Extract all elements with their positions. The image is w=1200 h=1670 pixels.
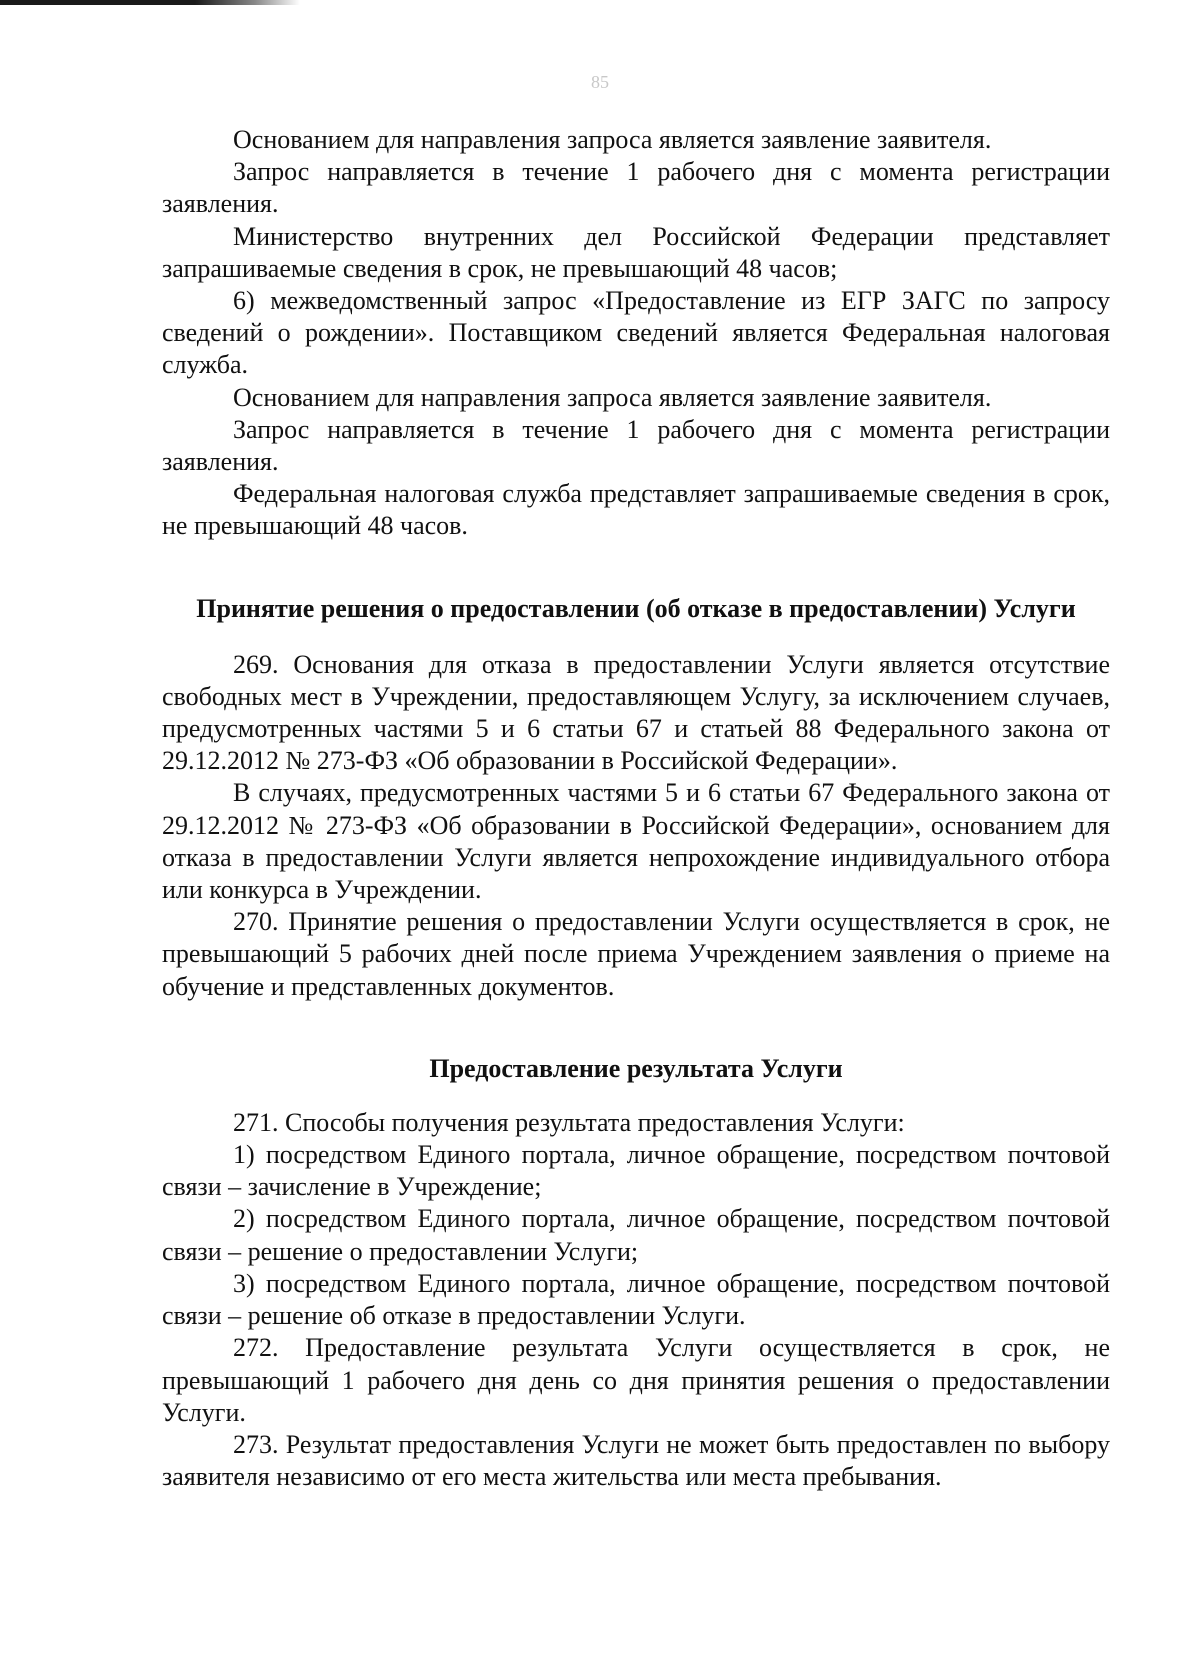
paragraph-271-item-1: 1) посредством Единого портала, личное обращение, посредством почтовой связи – зачисление в Учреждение; <box>162 1140 1110 1202</box>
page-number: 85 <box>591 72 609 92</box>
paragraph-deadline-1: Запрос направляется в течение 1 рабочего дня с момента регистрации заявления. <box>162 157 1110 219</box>
paragraph-273: 273. Результат предоставления Услуги не может быть предоставлен по выбору заявителя независимо от его места жительства или места пребывания. <box>162 1429 1110 1492</box>
paragraph-basis-2: Основанием для направления запроса является заявление заявителя. <box>233 382 992 412</box>
document-body <box>162 124 1110 1493</box>
paragraph-fns: Федеральная налоговая служба представляет запрашиваемые сведения в срок, не превышающий 48 часов. <box>162 479 1110 541</box>
paragraph-271: 271. Способы получения результата предоставления Услуги: <box>233 1107 905 1137</box>
paragraph-mvd: Министерство внутренних дел Российской Федерации представляет запрашиваемые сведения в срок, не превышающий 48 часов; <box>162 221 1110 283</box>
scan-edge-mark <box>0 0 300 5</box>
paragraph-deadline-2: Запрос направляется в течение 1 рабочего дня с момента регистрации заявления. <box>162 414 1110 477</box>
paragraph-basis-1: Основанием для направления запроса является заявление заявителя. <box>233 125 992 154</box>
paragraph-item-6: 6) межведомственный запрос «Предоставление из ЕГР ЗАГС по запросу сведений о рождении». Поставщиком сведений является Федеральная налоговая служба. <box>162 286 1110 380</box>
paragraph-269-cases: В случаях, предусмотренных частями 5 и 6 статьи 67 Федерального закона от 29.12.2012 № 273-ФЗ «Об образовании в Российской Федерации», основанием для отказа в предоставлении Услуги является непрохождение индивидуального отбора или конкурса в Учреждении. <box>162 778 1110 905</box>
heading-result: Предоставление результата Услуги <box>429 1053 843 1083</box>
heading-decision: Принятие решения о предоставлении (об отказе в предоставлении) Услуги <box>196 593 1076 623</box>
paragraph-271-item-2: 2) посредством Единого портала, личное обращение, посредством почтовой связи – решение о предоставлении Услуги; <box>162 1204 1110 1266</box>
paragraph-270: 270. Принятие решения о предоставлении Услуги осуществляется в срок, не превышающий 5 рабочих дней после приема Учреждением заявления о приеме на обучение и представленных документов. <box>162 907 1110 1001</box>
paragraph-271-item-3: 3) посредством Единого портала, личное обращение, посредством почтовой связи – решение об отказе в предоставлении Услуги. <box>162 1268 1110 1331</box>
paragraph-272: 272. Предоставление результата Услуги осуществляется в срок, не превышающий 1 рабочего дня день со дня принятия решения о предоставлении Услуги. <box>162 1333 1110 1427</box>
paragraph-269: 269. Основания для отказа в предоставлении Услуги является отсутствие свободных мест в Учреждении, предоставляющем Услугу, за исключением случаев, предусмотренных частями 5 и 6 статьи 67 и статьей 88 Федерального закона от 29.12.2012 № 273-ФЗ «Об образовании в Российской Федерации». <box>162 649 1110 776</box>
